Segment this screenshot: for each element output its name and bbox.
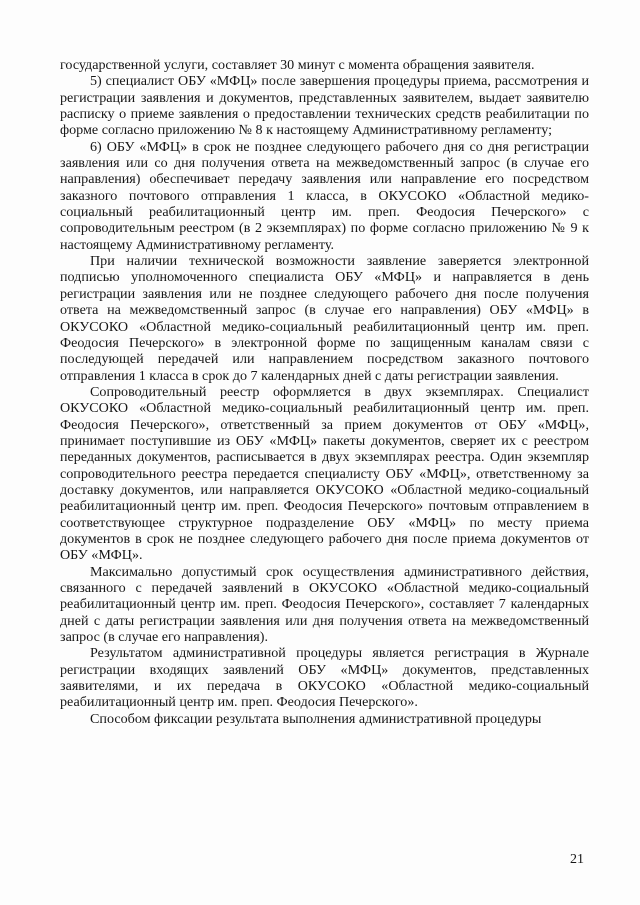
paragraph-electronic-signature: При наличии технической возможности заявление заверяется электронной подписью уполномоченного специалиста ОБУ «МФЦ» и направляется в день регистрации заявления или не позднее следующего рабочего дня после получения ответа на межведомственный запрос (в случае его направления) ОБУ «МФЦ» в ОКУСОКО «Областной медико-социальный реабилитационный центр им. преп. Феодосия Печерского» в электронной форме по защищенным каналам связи с последующей передачей или направлением посредством заказного почтового отправления 1 класса в срок до 7 календарных дней с даты регистрации заявления.	[60, 253, 589, 384]
paragraph-item-6: 6) ОБУ «МФЦ» в срок не позднее следующего рабочего дня со дня регистрации заявления или со дня получения ответа на межведомственный запрос (в случае его направления) обеспечивает передачу заявления или направление его посредством заказного почтового отправления 1 класса, в ОКУСОКО «Областной медико-социальный реабилитационный центр им. преп. Феодосия Печерского» с сопроводительным реестром (в 2 экземплярах) по форме согласно приложению № 9 к настоящему Административному регламенту.	[60, 138, 589, 253]
paragraph-fixation-method: Способом фиксации результата выполнения административной процедуры	[90, 710, 542, 727]
paragraph-accompanying-register: Сопроводительный реестр оформляется в двух экземплярах. Специалист ОКУСОКО «Областной медико-социальный реабилитационный центр им. преп. Феодосия Печерского», ответственный за прием документов от ОБУ «МФЦ», принимает поступившие из ОБУ «МФЦ» пакеты документов, сверяет их с реестром переданных документов, расписывается в двух экземплярах реестра. Один экземпляр сопроводительного реестра передается специалисту ОБУ «МФЦ», ответственному за доставку документов, или направляется ОКУСОКО «Областной медико-социальный реабилитационный центр им. преп. Феодосия Печерского» почтовым отправлением в соответствующее структурное подразделение ОБУ «МФЦ» по месту приема документов в срок не позднее следующего рабочего дня после приема документов от ОБУ «МФЦ».	[60, 383, 589, 564]
page-number: 21	[570, 852, 584, 867]
paragraph-result: Результатом административной процедуры является регистрация в Журнале регистрации входящих заявлений ОБУ «МФЦ» документов, представленных заявителями, и их передача в ОКУСОКО «Областной медико-социальный реабилитационный центр им. преп. Феодосия Печерского».	[60, 645, 589, 711]
paragraph-continuation: государственной услуги, составляет 30 минут с момента обращения заявителя.	[60, 57, 535, 73]
paragraph-max-term: Максимально допустимый срок осуществления административного действия, связанного с передачей заявлений в ОКУСОКО «Областной медико-социальный реабилитационный центр им. преп. Феодосия Печерского», составляет 7 календарных дней с даты регистрации заявления или дня получения ответа на межведомственный запрос (в случае его направления).	[60, 563, 589, 646]
paragraph-item-5: 5) специалист ОБУ «МФЦ» после завершения процедуры приема, рассмотрения и регистрации заявления и документов, представленных заявителем, выдает заявителю расписку о приеме заявления о предоставлении технических средств реабилитации по форме согласно приложению № 8 к настоящему Административному регламенту;	[60, 73, 589, 139]
